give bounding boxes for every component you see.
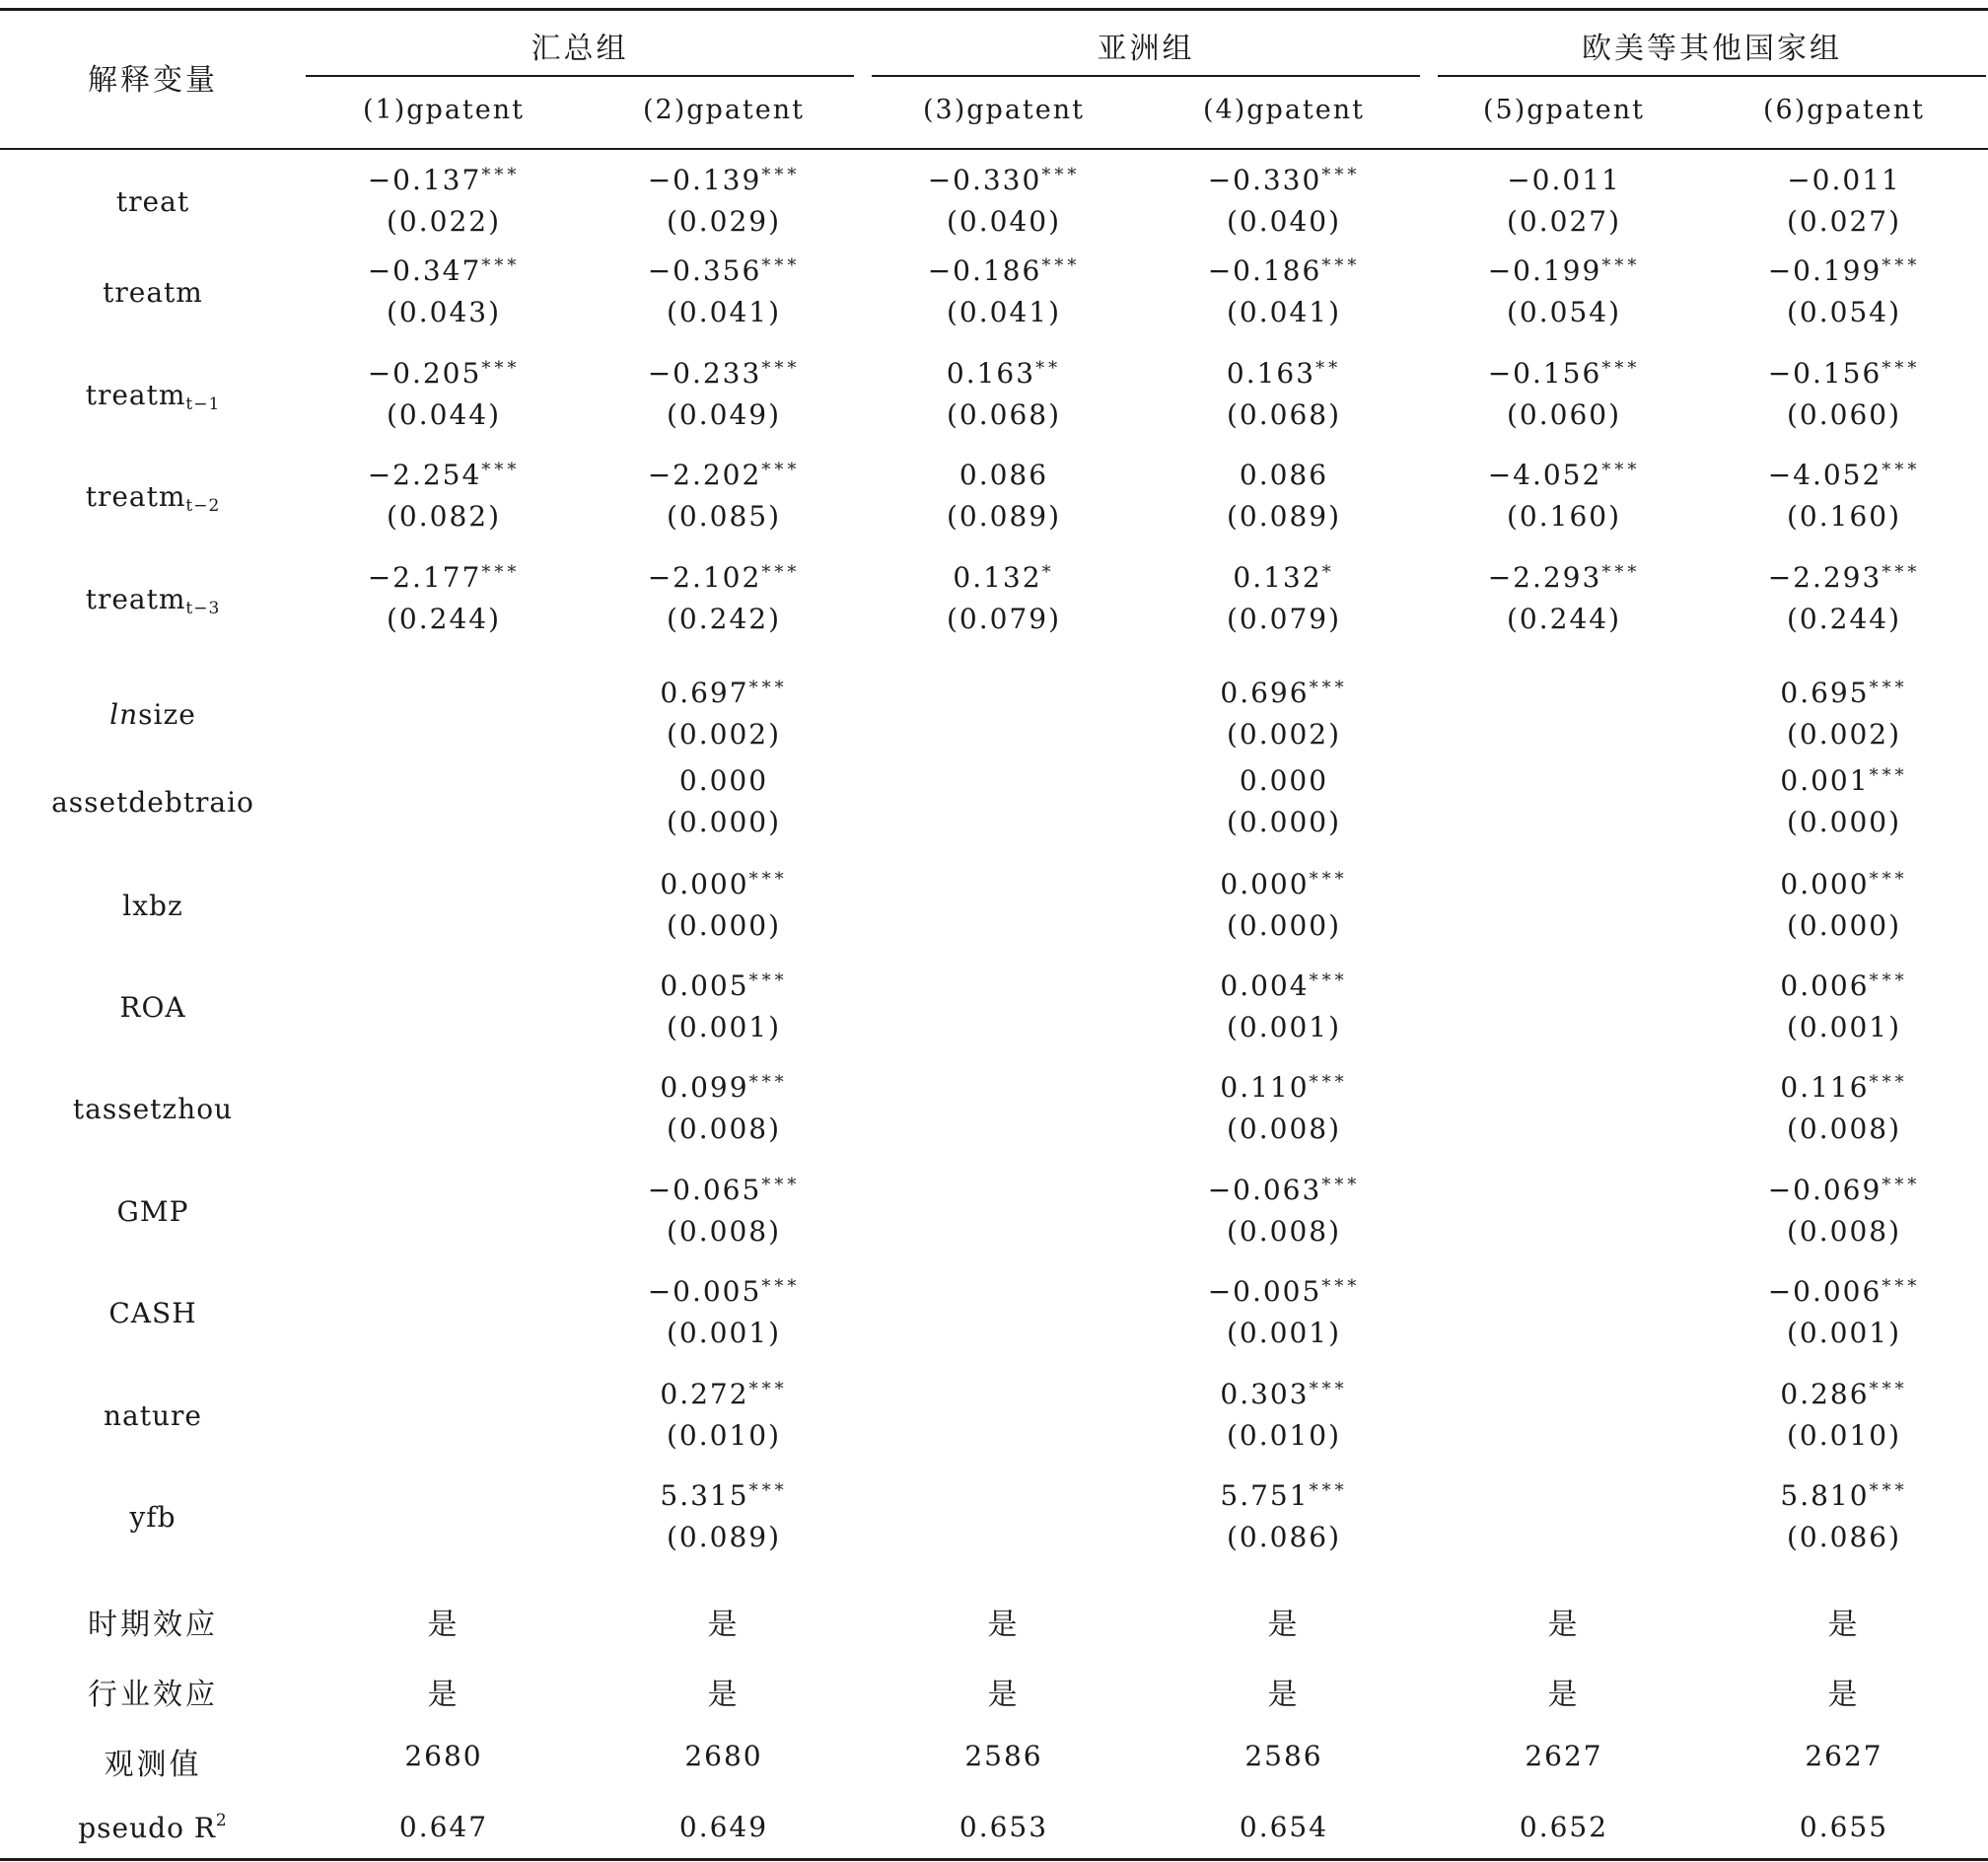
group-header-total: 汇总组 xyxy=(531,32,629,66)
standard-error: (0.244) xyxy=(386,603,501,635)
header-rule xyxy=(0,148,1988,150)
coefficient: −0.330*** xyxy=(927,164,1081,196)
standard-error: (0.010) xyxy=(666,1419,781,1452)
coefficient: 0.286*** xyxy=(1780,1378,1908,1410)
standard-error: (0.002) xyxy=(1786,718,1901,751)
standard-error: (0.244) xyxy=(1786,603,1901,635)
footer-value: 0.647 xyxy=(398,1811,489,1843)
coefficient: 0.116*** xyxy=(1780,1071,1908,1104)
standard-error: (0.089) xyxy=(946,500,1061,533)
coefficient: −2.202*** xyxy=(647,459,801,491)
variable-name: treatm xyxy=(103,276,203,309)
footer-value: 是 xyxy=(1827,1678,1861,1712)
column-header: (3)gpatent xyxy=(923,95,1085,125)
coefficient: 0.132* xyxy=(1233,561,1335,594)
group-header-west: 欧美等其他国家组 xyxy=(1582,32,1842,66)
group-rule-total xyxy=(306,75,854,77)
coefficient: −0.139*** xyxy=(647,164,801,196)
coefficient: 0.000 xyxy=(1239,764,1329,797)
standard-error: (0.000) xyxy=(1786,806,1901,838)
standard-error: (0.002) xyxy=(1226,718,1341,751)
standard-error: (0.000) xyxy=(1226,909,1341,942)
coefficient: −0.005*** xyxy=(1207,1275,1361,1308)
coefficient: 0.086 xyxy=(958,459,1049,491)
footer-value: 是 xyxy=(1547,1678,1581,1712)
bottom-rule xyxy=(0,1858,1988,1861)
standard-error: (0.008) xyxy=(1786,1215,1901,1248)
coefficient: −2.254*** xyxy=(367,459,521,491)
standard-error: (0.068) xyxy=(946,398,1061,431)
coefficient: −0.069*** xyxy=(1767,1174,1921,1206)
footer-value: 是 xyxy=(427,1678,461,1712)
coefficient: 0.099*** xyxy=(660,1071,788,1104)
coefficient: −0.156*** xyxy=(1767,357,1921,390)
coefficient: −0.011 xyxy=(1507,164,1621,196)
footer-value: 是 xyxy=(707,1678,741,1712)
variable-name: lxbz xyxy=(122,890,183,922)
standard-error: (0.089) xyxy=(1226,500,1341,533)
coefficient: 0.272*** xyxy=(660,1378,788,1410)
footer-value: 2586 xyxy=(1244,1740,1323,1772)
coefficient: 0.000 xyxy=(678,764,769,797)
column-header: (4)gpatent xyxy=(1203,95,1365,125)
variable-name: treatm$_{t-2}$ xyxy=(85,480,221,516)
column-header: (1)gpatent xyxy=(363,95,525,125)
standard-error: (0.160) xyxy=(1506,500,1621,533)
footer-row-label: 时期效应 xyxy=(88,1608,218,1642)
coefficient: 0.303*** xyxy=(1220,1378,1348,1410)
coefficient: 5.751*** xyxy=(1220,1479,1348,1512)
standard-error: (0.041) xyxy=(946,296,1061,328)
standard-error: (0.008) xyxy=(666,1215,781,1248)
footer-value: 2586 xyxy=(964,1740,1043,1772)
group-header-asia: 亚洲组 xyxy=(1097,32,1195,66)
coefficient: −0.137*** xyxy=(367,164,521,196)
footer-value: 0.654 xyxy=(1239,1811,1329,1843)
coefficient: −2.102*** xyxy=(647,561,801,594)
standard-error: (0.049) xyxy=(666,398,781,431)
footer-row-label: 观测值 xyxy=(104,1748,202,1782)
top-rule xyxy=(0,8,1988,11)
coefficient: 0.132* xyxy=(953,561,1055,594)
standard-error: (0.008) xyxy=(1226,1112,1341,1145)
footer-value: 是 xyxy=(1267,1678,1301,1712)
standard-error: (0.160) xyxy=(1786,500,1901,533)
coefficient: 0.163** xyxy=(946,357,1062,390)
standard-error: (0.001) xyxy=(666,1317,781,1349)
standard-error: (0.041) xyxy=(666,296,781,328)
footer-value: 是 xyxy=(1827,1608,1861,1642)
variable-name: ROA xyxy=(119,991,186,1024)
standard-error: (0.054) xyxy=(1786,296,1901,328)
coefficient: −0.011 xyxy=(1787,164,1901,196)
standard-error: (0.043) xyxy=(386,296,501,328)
coefficient: −0.063*** xyxy=(1207,1174,1361,1206)
coefficient: 5.315*** xyxy=(660,1479,788,1512)
standard-error: (0.040) xyxy=(1226,205,1341,238)
column-header: (5)gpatent xyxy=(1483,95,1645,125)
coefficient: 0.697*** xyxy=(660,677,788,709)
footer-value: 是 xyxy=(427,1608,461,1642)
standard-error: (0.079) xyxy=(946,603,1061,635)
coefficient: 5.810*** xyxy=(1780,1479,1908,1512)
standard-error: (0.086) xyxy=(1786,1521,1901,1553)
footer-value: 2680 xyxy=(684,1740,763,1772)
group-rule-asia xyxy=(872,75,1420,77)
standard-error: (0.044) xyxy=(386,398,501,431)
coefficient: 0.163** xyxy=(1226,357,1342,390)
coefficient: −2.177*** xyxy=(367,561,521,594)
standard-error: (0.001) xyxy=(666,1011,781,1043)
standard-error: (0.000) xyxy=(666,909,781,942)
coefficient: −0.156*** xyxy=(1487,357,1641,390)
standard-error: (0.244) xyxy=(1506,603,1621,635)
coefficient: −0.199*** xyxy=(1487,254,1641,287)
standard-error: (0.041) xyxy=(1226,296,1341,328)
variable-name: treatm$_{t-1}$ xyxy=(85,379,221,414)
coefficient: 0.086 xyxy=(1239,459,1329,491)
coefficient: 0.001*** xyxy=(1780,764,1908,797)
standard-error: (0.029) xyxy=(666,205,781,238)
standard-error: (0.001) xyxy=(1786,1317,1901,1349)
coefficient: 0.000*** xyxy=(1780,868,1908,900)
variable-name: tassetzhou xyxy=(72,1093,234,1125)
coefficient: 0.696*** xyxy=(1220,677,1348,709)
standard-error: (0.000) xyxy=(1226,806,1341,838)
standard-error: (0.000) xyxy=(666,806,781,838)
standard-error: (0.040) xyxy=(946,205,1061,238)
standard-error: (0.001) xyxy=(1786,1011,1901,1043)
standard-error: (0.242) xyxy=(666,603,781,635)
coefficient: −0.065*** xyxy=(647,1174,801,1206)
standard-error: (0.008) xyxy=(1226,1215,1341,1248)
coefficient: 0.004*** xyxy=(1220,969,1348,1002)
standard-error: (0.089) xyxy=(666,1521,781,1553)
coefficient: −4.052*** xyxy=(1767,459,1921,491)
footer-row-label: pseudo $R^2$ xyxy=(78,1811,228,1844)
footer-row-label: 行业效应 xyxy=(88,1678,218,1712)
coefficient: 0.006*** xyxy=(1780,969,1908,1002)
coefficient: 0.000*** xyxy=(1220,868,1348,900)
footer-value: 是 xyxy=(987,1608,1021,1642)
footer-value: 0.652 xyxy=(1519,1811,1609,1843)
coefficient: −0.186*** xyxy=(927,254,1081,287)
coefficient: −0.347*** xyxy=(367,254,521,287)
standard-error: (0.085) xyxy=(666,500,781,533)
standard-error: (0.086) xyxy=(1226,1521,1341,1553)
coefficient: 0.005*** xyxy=(660,969,788,1002)
standard-error: (0.008) xyxy=(1786,1112,1901,1145)
coefficient: −0.356*** xyxy=(647,254,801,287)
variable-name: assetdebtraio xyxy=(51,786,254,819)
coefficient: −2.293*** xyxy=(1767,561,1921,594)
footer-value: 是 xyxy=(707,1608,741,1642)
standard-error: (0.010) xyxy=(1786,1419,1901,1452)
group-rule-west xyxy=(1438,75,1986,77)
footer-value: 2680 xyxy=(404,1740,483,1772)
footer-value: 2627 xyxy=(1805,1740,1883,1772)
standard-error: (0.060) xyxy=(1786,398,1901,431)
coefficient: −0.199*** xyxy=(1767,254,1921,287)
standard-error: (0.022) xyxy=(386,205,501,238)
column-header: (6)gpatent xyxy=(1763,95,1925,125)
standard-error: (0.079) xyxy=(1226,603,1341,635)
variable-name: GMP xyxy=(116,1195,189,1228)
standard-error: (0.002) xyxy=(666,718,781,751)
coefficient: 0.695*** xyxy=(1780,677,1908,709)
standard-error: (0.000) xyxy=(1786,909,1901,942)
footer-value: 是 xyxy=(1547,1608,1581,1642)
standard-error: (0.060) xyxy=(1506,398,1621,431)
coefficient: 0.110*** xyxy=(1220,1071,1348,1104)
footer-value: 0.653 xyxy=(958,1811,1049,1843)
variable-name: treat xyxy=(115,185,190,218)
coefficient: −0.005*** xyxy=(647,1275,801,1308)
standard-error: (0.082) xyxy=(386,500,501,533)
standard-error: (0.010) xyxy=(1226,1419,1341,1452)
footer-value: 是 xyxy=(987,1678,1021,1712)
variable-name: CASH xyxy=(108,1297,197,1329)
standard-error: (0.027) xyxy=(1786,205,1901,238)
standard-error: (0.001) xyxy=(1226,1317,1341,1349)
coefficient: −0.330*** xyxy=(1207,164,1361,196)
row-label-header: 解释变量 xyxy=(88,63,218,98)
standard-error: (0.001) xyxy=(1226,1011,1341,1043)
footer-value: 2627 xyxy=(1525,1740,1603,1772)
standard-error: (0.054) xyxy=(1506,296,1621,328)
standard-error: (0.008) xyxy=(666,1112,781,1145)
coefficient: 0.000*** xyxy=(660,868,788,900)
coefficient: −0.006*** xyxy=(1767,1275,1921,1308)
variable-name: lnsize xyxy=(109,698,196,731)
coefficient: −2.293*** xyxy=(1487,561,1641,594)
standard-error: (0.027) xyxy=(1506,205,1621,238)
coefficient: −0.233*** xyxy=(647,357,801,390)
footer-value: 是 xyxy=(1267,1608,1301,1642)
variable-name: treatm$_{t-3}$ xyxy=(85,583,221,618)
footer-value: 0.649 xyxy=(678,1811,769,1843)
coefficient: −0.186*** xyxy=(1207,254,1361,287)
footer-value: 0.655 xyxy=(1799,1811,1889,1843)
variable-name: nature xyxy=(104,1399,202,1432)
variable-name: yfb xyxy=(129,1501,177,1534)
column-header: (2)gpatent xyxy=(643,95,805,125)
coefficient: −0.205*** xyxy=(367,357,521,390)
standard-error: (0.068) xyxy=(1226,398,1341,431)
coefficient: −4.052*** xyxy=(1487,459,1641,491)
